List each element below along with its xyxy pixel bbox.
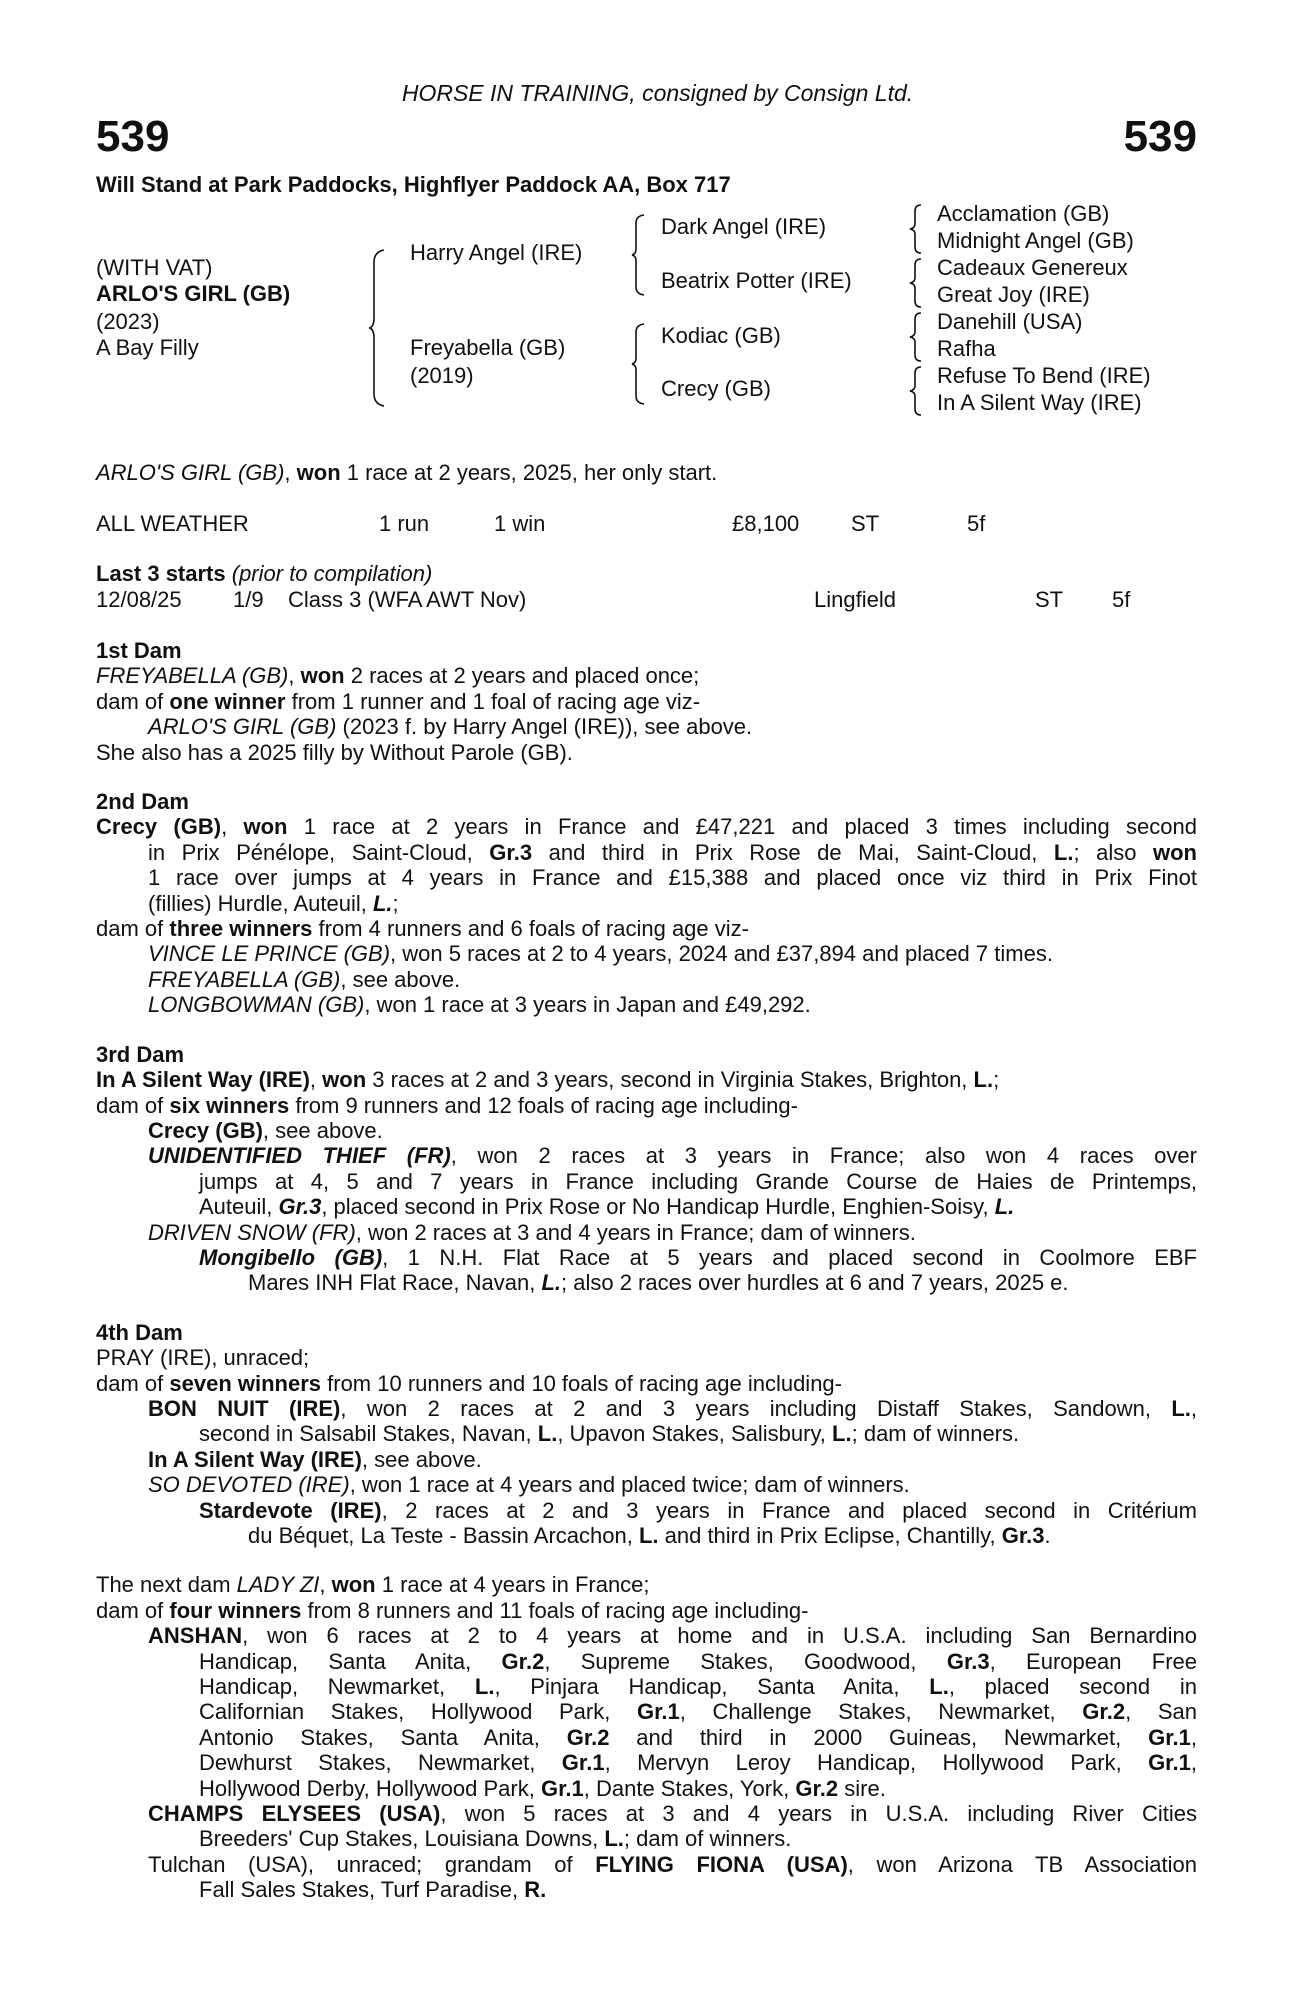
emphasis-text: R. xyxy=(524,1877,547,1903)
text-segment: , Supreme Stakes, Goodwood, xyxy=(544,1648,947,1674)
emphasis-text: L. xyxy=(994,1194,1015,1220)
dam-year: (2019) xyxy=(410,363,474,388)
dam-dam: Crecy (GB) xyxy=(661,376,771,401)
text-segment: sire. xyxy=(838,1775,886,1801)
text-segment: 3 races at 2 and 3 years, second in Virginia Stakes, Brighton, xyxy=(366,1067,974,1093)
summary-won: won xyxy=(296,460,341,485)
text-line xyxy=(96,663,1197,688)
emphasis-text: L. xyxy=(372,890,393,916)
emphasis-text: SO DEVOTED (IRE) xyxy=(148,1472,350,1498)
emphasis-text: FLYING FIONA (USA) xyxy=(595,1851,848,1877)
last-starts-heading xyxy=(96,561,432,587)
vat-note: (WITH VAT) xyxy=(96,255,213,280)
sire: Harry Angel (IRE) xyxy=(410,240,583,265)
text-segment: , xyxy=(1190,1750,1197,1776)
text-line xyxy=(96,1472,1197,1497)
start-date: 12/08/25 xyxy=(96,587,182,612)
text-segment: , won 2 races at 3 years in France; also won 4 races over xyxy=(450,1143,1197,1169)
text-line xyxy=(96,1093,1197,1118)
emphasis-text: L. xyxy=(929,1674,949,1700)
text-line xyxy=(96,1852,1197,1877)
section-heading: 1st Dam xyxy=(96,638,182,663)
text-line xyxy=(96,1801,1197,1826)
text-segment: dam of xyxy=(96,688,170,714)
text-segment: , won 5 races at 2 to 4 years, 2024 and £37,894 and placed 7 times. xyxy=(390,941,1053,967)
dam-section xyxy=(96,638,1197,765)
emphasis-text: Gr.3 xyxy=(278,1194,322,1220)
emphasis-text: FREYABELLA (GB) xyxy=(96,663,289,689)
text-segment: , Challenge Stakes, Newmarket, xyxy=(679,1699,1083,1725)
emphasis-text: LADY ZI xyxy=(236,1572,320,1598)
emphasis-text: CHAMPS ELYSEES (USA) xyxy=(148,1801,441,1827)
text-segment: and third in Prix Eclipse, Chantilly, xyxy=(658,1523,1002,1548)
race-summary xyxy=(96,460,717,486)
emphasis-text: L. xyxy=(474,1674,495,1700)
emphasis-text: L. xyxy=(832,1421,852,1447)
text-line xyxy=(96,1498,1197,1523)
text-segment: 1 race at 4 years in France; xyxy=(375,1572,650,1598)
text-segment: , Dante Stakes, York, xyxy=(583,1775,796,1801)
start-course: Lingfield xyxy=(814,587,896,612)
text-line xyxy=(96,1649,1197,1674)
emphasis-text: won xyxy=(331,1572,376,1598)
text-segment: , Upavon Stakes, Salisbury, xyxy=(557,1421,833,1447)
text-segment: from 9 runners and 12 foals of racing age including- xyxy=(289,1092,798,1118)
text-line xyxy=(96,1877,1197,1902)
emphasis-text: L. xyxy=(973,1067,994,1093)
text-line xyxy=(96,1826,1197,1851)
text-segment: Fall Sales Stakes, Turf Paradise, xyxy=(199,1877,525,1903)
text-line xyxy=(96,814,1197,839)
text-segment: (2023 f. by Harry Angel (IRE)), see above. xyxy=(336,714,753,740)
text-line xyxy=(96,1674,1197,1699)
text-line xyxy=(96,1572,1197,1597)
text-line xyxy=(96,1270,1197,1295)
text-segment: , won 1 race at 4 years and placed twice; dam of winners. xyxy=(349,1472,910,1498)
text-line xyxy=(96,714,1197,739)
pedigree-brace xyxy=(910,365,924,417)
emphasis-text: FREYABELLA (GB) xyxy=(148,966,341,992)
text-segment: dam of xyxy=(96,1092,170,1118)
emphasis-text: seven winners xyxy=(169,1370,322,1396)
section-heading: 3rd Dam xyxy=(96,1041,185,1067)
emphasis-text: won xyxy=(1153,839,1197,865)
text-line xyxy=(96,1421,1197,1446)
horse-name: ARLO'S GIRL (GB) xyxy=(96,281,291,306)
text-segment: , see above. xyxy=(361,1446,482,1472)
pedigree-brace xyxy=(632,213,648,297)
emphasis-text: Gr.1 xyxy=(1148,1750,1191,1776)
text-segment: The next dam xyxy=(96,1572,237,1598)
emphasis-text: UNIDENTIFIED THIEF (FR) xyxy=(148,1143,451,1169)
text-line xyxy=(96,967,1197,992)
ancestor: Rafha xyxy=(937,336,996,361)
text-segment: . xyxy=(1044,1523,1051,1548)
emphasis-text: four winners xyxy=(169,1597,302,1623)
text-line xyxy=(96,891,1197,916)
pedigree-brace xyxy=(910,257,924,309)
record-distance: 5f xyxy=(967,511,986,536)
text-line xyxy=(96,840,1197,865)
summary-name: ARLO'S GIRL (GB) xyxy=(96,460,285,485)
emphasis-text: Crecy (GB) xyxy=(148,1117,263,1143)
text-segment: Breeders' Cup Stakes, Louisiana Downs, xyxy=(199,1826,605,1852)
text-line xyxy=(96,1699,1197,1724)
ancestor: Midnight Angel (GB) xyxy=(937,228,1134,253)
text-line xyxy=(96,1725,1197,1750)
text-segment: from 10 runners and 10 foals of racing age including- xyxy=(321,1370,842,1396)
emphasis-text: three winners xyxy=(169,916,313,942)
text-segment: , won Arizona TB Association xyxy=(847,1851,1198,1877)
text-segment: 2 races at 2 years and placed once; xyxy=(344,663,700,689)
text-segment: , xyxy=(1190,1395,1198,1421)
emphasis-text: ANSHAN xyxy=(148,1623,243,1649)
text-segment: and third in 2000 Guineas, Newmarket, xyxy=(609,1724,1149,1750)
text-segment: ; also xyxy=(1073,839,1153,865)
sire-dam: Beatrix Potter (IRE) xyxy=(661,268,852,293)
text-segment: ; dam of winners. xyxy=(623,1826,792,1852)
pedigree-brace xyxy=(910,311,924,363)
text-segment: , Pinjara Handicap, Santa Anita, xyxy=(494,1674,930,1700)
emphasis-text: Gr.2 xyxy=(1082,1699,1126,1725)
summary-sep: , xyxy=(284,460,297,485)
text-segment: , xyxy=(309,1067,323,1093)
text-line xyxy=(96,1220,1197,1245)
emphasis-text: won xyxy=(300,663,345,689)
lot-number-left: 539 xyxy=(96,112,170,161)
text-segment: and third in Prix Rose de Mai, Saint-Cloud, xyxy=(532,839,1054,865)
text-segment: , see above. xyxy=(262,1117,383,1143)
record-going: ST xyxy=(851,511,880,536)
text-segment: second in Salsabil Stakes, Navan, xyxy=(199,1421,538,1447)
text-segment: Handicap, Santa Anita, xyxy=(199,1648,502,1674)
text-segment: , European Free xyxy=(989,1648,1198,1674)
text-line xyxy=(96,916,1197,941)
emphasis-text: VINCE LE PRINCE (GB) xyxy=(148,941,391,967)
text-line xyxy=(96,1345,1197,1370)
text-segment: , xyxy=(319,1572,332,1598)
emphasis-text: Mongibello (GB) xyxy=(199,1244,383,1270)
text-segment: in Prix Pénélope, Saint-Cloud, xyxy=(148,839,490,865)
ancestor: Great Joy (IRE) xyxy=(937,282,1090,307)
text-segment: dam of xyxy=(96,1597,170,1623)
text-line xyxy=(96,1118,1197,1143)
emphasis-text: Gr.2 xyxy=(795,1775,839,1801)
emphasis-text: Gr.2 xyxy=(566,1724,610,1750)
start-race: Class 3 (WFA AWT Nov) xyxy=(288,587,527,612)
text-segment: , see above. xyxy=(340,966,461,992)
text-segment: , San xyxy=(1125,1699,1197,1725)
text-segment: ; also 2 races over hurdles at 6 and 7 years, 2025 e. xyxy=(561,1270,1069,1296)
text-segment: , placed second in xyxy=(948,1674,1197,1700)
ancestor: Cadeaux Genereux xyxy=(937,255,1128,280)
emphasis-text: won xyxy=(322,1067,367,1093)
foaling-year: (2023) xyxy=(96,309,160,334)
text-line xyxy=(96,865,1197,890)
dam: Freyabella (GB) xyxy=(410,335,566,360)
text-segment: She also has a 2025 filly by Without Parole (GB). xyxy=(96,739,573,765)
text-segment: , xyxy=(221,814,244,840)
text-segment: Auteuil, xyxy=(199,1194,279,1220)
text-line xyxy=(96,1169,1197,1194)
text-line xyxy=(96,941,1197,966)
text-line xyxy=(96,689,1197,714)
text-segment: , 1 N.H. Flat Race at 5 years and placed second in Coolmore EBF xyxy=(382,1244,1197,1270)
text-line xyxy=(96,1245,1197,1270)
pedigree-brace xyxy=(632,322,648,406)
emphasis-text: L. xyxy=(1053,839,1074,865)
text-line xyxy=(96,740,1197,765)
start-position: 1/9 xyxy=(233,587,264,612)
emphasis-text: L. xyxy=(604,1826,624,1852)
text-segment: 1 race over jumps at 4 years in France and £15,388 and placed once viz third in Prix Finot xyxy=(148,865,1197,891)
ancestor: Acclamation (GB) xyxy=(937,201,1110,226)
text-line xyxy=(96,1598,1197,1623)
text-segment: Antonio Stakes, Santa Anita, xyxy=(199,1724,567,1750)
text-segment: du Béquet, La Teste - Bassin Arcachon, xyxy=(248,1523,639,1548)
text-line xyxy=(96,1067,1197,1092)
emphasis-text: BON NUIT (IRE) xyxy=(148,1395,341,1421)
text-segment: Hollywood Derby, Hollywood Park, xyxy=(199,1775,541,1801)
text-segment: Tulchan (USA), unraced; grandam of xyxy=(148,1851,596,1877)
text-segment: , won 2 races at 3 and 4 years in France; dam of winners. xyxy=(355,1219,916,1245)
text-line xyxy=(96,1776,1197,1801)
emphasis-text: DRIVEN SNOW (FR) xyxy=(148,1219,356,1245)
pedigree-brace xyxy=(910,203,924,255)
horse-description: A Bay Filly xyxy=(96,335,199,360)
emphasis-text: L. xyxy=(638,1523,659,1548)
text-segment: 1 race at 2 years in France and £47,221 and placed 3 times including second xyxy=(287,814,1197,840)
text-line xyxy=(96,1396,1197,1421)
dam-section xyxy=(96,1042,1197,1296)
text-segment: Californian Stakes, Hollywood Park, xyxy=(199,1699,637,1725)
text-segment: (fillies) Hurdle, Auteuil, xyxy=(148,890,373,916)
text-segment: dam of xyxy=(96,916,170,942)
text-segment: , won 1 race at 3 years in Japan and £49,292. xyxy=(364,992,811,1018)
start-going: ST xyxy=(1035,587,1064,612)
lot-number-right: 539 xyxy=(1123,112,1197,161)
text-line xyxy=(96,1194,1197,1219)
ancestor: Refuse To Bend (IRE) xyxy=(937,363,1151,388)
start-distance: 5f xyxy=(1112,587,1131,612)
text-line xyxy=(96,992,1197,1017)
emphasis-text: Gr.3 xyxy=(1001,1523,1045,1548)
last-starts-note: (prior to compilation) xyxy=(231,561,433,586)
text-segment: ; xyxy=(993,1067,1000,1093)
text-segment: from 8 runners and 11 foals of racing age including- xyxy=(301,1597,809,1623)
emphasis-text: Gr.1 xyxy=(561,1750,605,1776)
emphasis-text: one winner xyxy=(169,688,286,714)
text-segment: , won 6 races at 2 to 4 years at home and in U.S.A. including San Bernardino xyxy=(242,1623,1197,1649)
text-segment: , xyxy=(1190,1724,1198,1750)
consignment-header: HORSE IN TRAINING, consigned by Consign Ltd. xyxy=(401,80,914,106)
section-heading: 4th Dam xyxy=(96,1319,183,1345)
dam-sire: Kodiac (GB) xyxy=(661,323,781,348)
section-heading: 2nd Dam xyxy=(96,789,189,815)
text-line xyxy=(96,1143,1197,1168)
emphasis-text: Gr.3 xyxy=(946,1648,990,1674)
text-line xyxy=(96,1750,1197,1775)
emphasis-text: L. xyxy=(537,1421,558,1447)
emphasis-text: L. xyxy=(541,1270,561,1296)
emphasis-text: Gr.2 xyxy=(501,1648,545,1674)
emphasis-text: L. xyxy=(1171,1395,1191,1421)
text-segment: PRAY (IRE), unraced; xyxy=(96,1345,310,1371)
emphasis-text: Gr.3 xyxy=(489,839,533,865)
text-segment: Handicap, Newmarket, xyxy=(199,1674,475,1700)
dam-section xyxy=(96,1572,1197,1902)
text-segment: from 1 runner and 1 foal of racing age viz- xyxy=(285,688,701,714)
emphasis-text: LONGBOWMAN (GB) xyxy=(148,992,365,1018)
produce-record xyxy=(96,638,1197,1903)
record-runs: 1 run xyxy=(379,511,430,536)
last-starts-title: Last 3 starts xyxy=(96,561,226,586)
emphasis-text: Gr.1 xyxy=(540,1775,584,1801)
emphasis-text: won xyxy=(243,814,288,840)
emphasis-text: Stardevote (IRE) xyxy=(199,1497,382,1523)
emphasis-text: Crecy (GB) xyxy=(96,814,222,840)
dam-section xyxy=(96,1320,1197,1549)
text-segment: from 4 runners and 6 foals of racing age viz- xyxy=(312,916,749,942)
sire-sire: Dark Angel (IRE) xyxy=(661,214,827,239)
text-segment: Dewhurst Stakes, Newmarket, xyxy=(199,1750,562,1776)
text-segment: ; dam of winners. xyxy=(851,1421,1020,1447)
text-line xyxy=(96,1447,1197,1472)
text-line xyxy=(96,1523,1197,1548)
text-segment: , won 2 races at 2 and 3 years including Distaff Stakes, Sandown, xyxy=(340,1395,1172,1421)
emphasis-text: six winners xyxy=(169,1092,290,1118)
pedigree-brace xyxy=(370,248,390,408)
text-segment: , placed second in Prix Rose or No Handicap Hurdle, Enghien-Soisy, xyxy=(321,1194,995,1220)
record-wins: 1 win xyxy=(494,511,546,536)
stand-location: Will Stand at Park Paddocks, Highflyer Paddock AA, Box 717 xyxy=(96,172,731,197)
text-segment: , Mervyn Leroy Handicap, Hollywood Park, xyxy=(604,1750,1149,1776)
text-line xyxy=(96,1623,1197,1648)
text-line xyxy=(96,1371,1197,1396)
text-segment: , won 5 races at 3 and 4 years in U.S.A. including River Cities xyxy=(440,1801,1198,1827)
ancestor: In A Silent Way (IRE) xyxy=(937,390,1142,415)
emphasis-text: ARLO'S GIRL (GB) xyxy=(148,714,337,740)
emphasis-text: In A Silent Way (IRE) xyxy=(148,1446,362,1472)
text-segment: jumps at 4, 5 and 7 years in France including Grande Course de Haies de Printemps, xyxy=(199,1168,1197,1194)
text-segment: , xyxy=(288,663,301,689)
ancestor: Danehill (USA) xyxy=(937,309,1083,334)
summary-text: 1 race at 2 years, 2025, her only start. xyxy=(340,460,718,485)
text-segment: ; xyxy=(392,890,399,916)
emphasis-text: In A Silent Way (IRE) xyxy=(96,1067,310,1093)
text-segment: , 2 races at 2 and 3 years in France and placed second in Critérium xyxy=(381,1497,1197,1523)
record-prize: £8,100 xyxy=(732,511,800,536)
emphasis-text: Gr.1 xyxy=(1148,1724,1191,1750)
record-surface: ALL WEATHER xyxy=(96,511,249,536)
dam-section xyxy=(96,789,1197,1018)
emphasis-text: Gr.1 xyxy=(636,1699,680,1725)
text-segment: Mares INH Flat Race, Navan, xyxy=(248,1270,542,1296)
text-segment: dam of xyxy=(96,1370,170,1396)
